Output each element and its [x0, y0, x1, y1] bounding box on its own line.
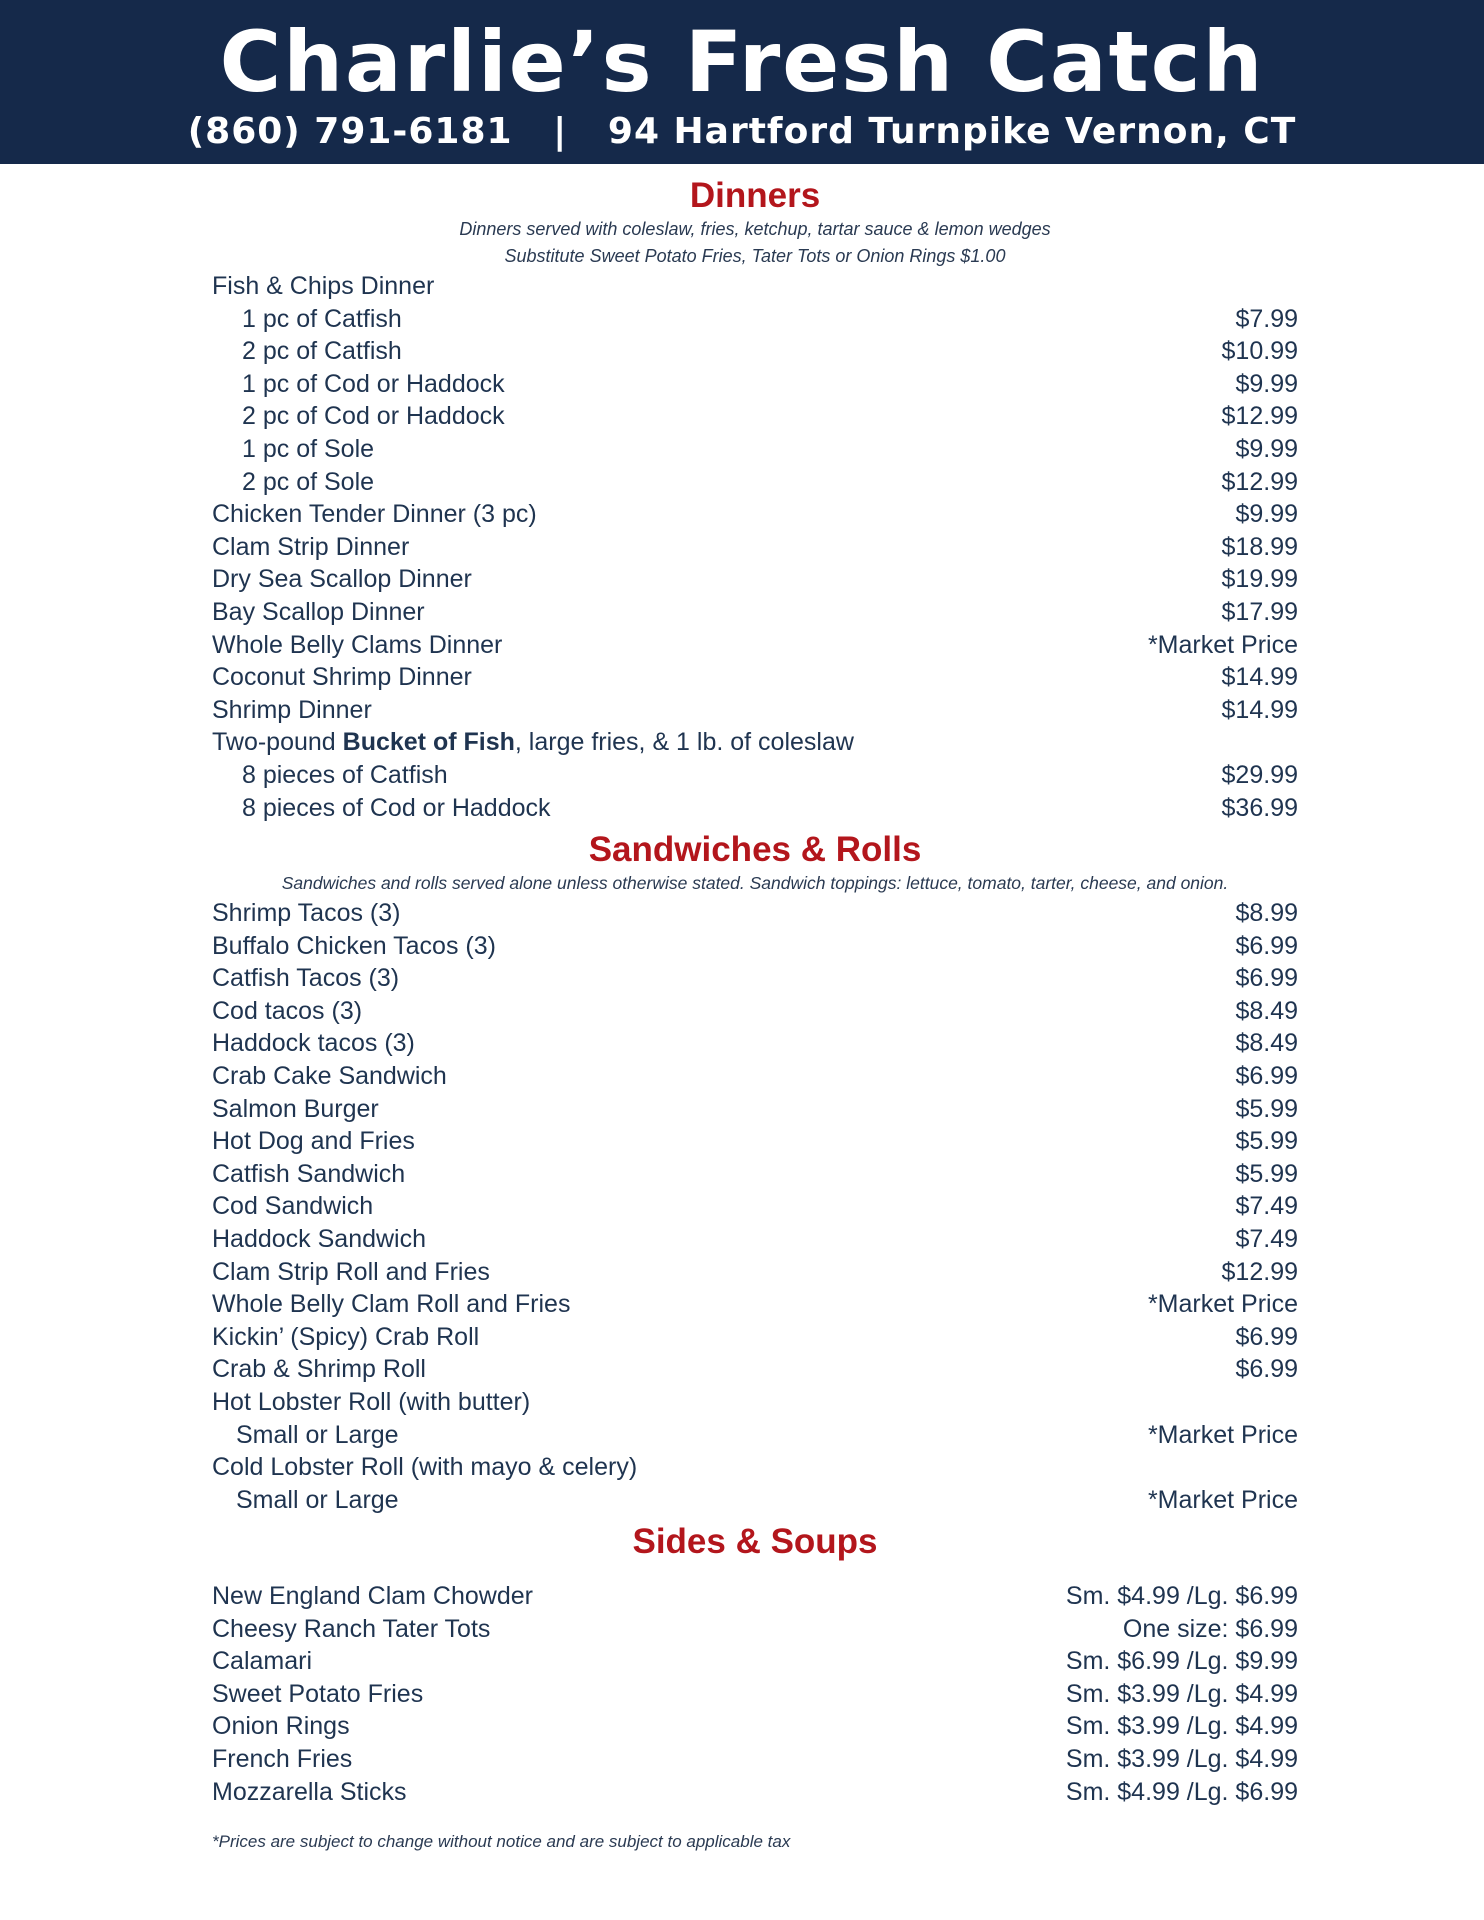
menu-item — [212, 1125, 1298, 1158]
item-label: Salmon Burger — [212, 1094, 379, 1123]
fish-chips-header — [212, 270, 1298, 303]
menu-item — [212, 400, 1298, 433]
menu-item — [212, 962, 1298, 995]
item-price: $14.99 — [1221, 663, 1298, 692]
menu-item — [212, 792, 1298, 825]
item-price: Sm. $3.99 /Lg. $4.99 — [1065, 1712, 1298, 1741]
item-price: $36.99 — [1221, 793, 1298, 822]
item-price: $17.99 — [1221, 597, 1298, 626]
item-price: $5.99 — [1235, 1094, 1298, 1123]
item-price: $6.99 — [1235, 1061, 1298, 1090]
item-label: Haddock Sandwich — [212, 1224, 427, 1253]
sides-section — [212, 1522, 1298, 1808]
item-label: Cheesy Ranch Tater Tots — [212, 1614, 491, 1643]
item-price: $6.99 — [1235, 931, 1298, 960]
item-label: Small or Large — [236, 1485, 399, 1514]
menu-item — [212, 1776, 1298, 1809]
menu-item — [212, 1678, 1298, 1711]
menu-item — [212, 759, 1298, 792]
menu-item — [212, 1613, 1298, 1646]
item-label: Bay Scallop Dinner — [212, 597, 425, 626]
item-label: 2 pc of Catfish — [242, 337, 402, 366]
item-label: Shrimp Tacos (3) — [212, 899, 401, 927]
item-label: Shrimp Dinner — [212, 695, 372, 724]
dinners-note: Dinners served with coleslaw, fries, ketchup, tartar sauce & lemon wedges — [459, 219, 1051, 239]
bucket-prefix: Two-pound — [212, 728, 343, 757]
item-price: $5.99 — [1235, 1159, 1298, 1188]
menu-item — [212, 531, 1298, 564]
item-label: Whole Belly Clam Roll and Fries — [212, 1290, 571, 1319]
item-label: Clam Strip Roll and Fries — [212, 1257, 490, 1286]
item-price: Sm. $4.99 /Lg. $6.99 — [1065, 1777, 1298, 1806]
item-label: 1 pc of Cod or Haddock — [242, 369, 505, 398]
menu-item — [212, 303, 1298, 336]
item-price: $8.49 — [1235, 1029, 1298, 1058]
menu-item — [212, 661, 1298, 694]
dinners-substitute-note: Substitute Sweet Potato Fries, Tater Tots or Onion Rings $1.00 — [504, 246, 1006, 266]
item-label: Small or Large — [236, 1420, 399, 1449]
item-price: $6.99 — [1235, 964, 1298, 993]
item-label: Mozzarella Sticks — [212, 1777, 407, 1806]
menu-item — [212, 629, 1298, 662]
item-label: French Fries — [212, 1744, 353, 1773]
menu-item — [212, 930, 1298, 963]
item-label: Whole Belly Clams Dinner — [212, 630, 503, 659]
item-price: $7.49 — [1235, 1192, 1298, 1221]
sides-title: Sides & Soups — [632, 1522, 878, 1561]
sandwiches-title: Sandwiches & Rolls — [588, 830, 922, 869]
item-label: 1 pc of Sole — [242, 434, 375, 463]
menu-item — [212, 694, 1298, 727]
menu-item — [212, 368, 1298, 401]
item-label — [212, 726, 854, 759]
item-label: Catfish Tacos (3) — [212, 964, 400, 993]
item-price: Sm. $6.99 /Lg. $9.99 — [1065, 1647, 1298, 1676]
item-price: One size: $6.99 — [1122, 1614, 1298, 1643]
item-price: Sm. $4.99 /Lg. $6.99 — [1065, 1582, 1298, 1610]
item-label: 2 pc of Cod or Haddock — [242, 402, 505, 431]
item-label: Crab Cake Sandwich — [212, 1061, 447, 1090]
item-label: 2 pc of Sole — [242, 467, 375, 496]
item-price: $19.99 — [1221, 565, 1298, 594]
contact-info: (860) 791-6181 | 94 Hartford Turnpike Vernon, CT — [187, 111, 1297, 152]
item-price: $18.99 — [1221, 532, 1298, 561]
item-price: $7.49 — [1235, 1224, 1298, 1253]
item-price: $6.99 — [1235, 1322, 1298, 1351]
menu-item — [212, 1027, 1298, 1060]
menu-item — [212, 1419, 1298, 1452]
item-label: Catfish Sandwich — [212, 1159, 406, 1188]
item-label: Buffalo Chicken Tacos (3) — [212, 931, 496, 960]
item-label: Calamari — [212, 1647, 313, 1676]
item-label: Cold Lobster Roll (with mayo & celery) — [212, 1453, 638, 1482]
dinners-section — [212, 176, 1298, 824]
item-label: Coconut Shrimp Dinner — [212, 663, 472, 692]
menu-item — [212, 1484, 1298, 1517]
menu-header — [0, 0, 1484, 164]
item-price: Sm. $3.99 /Lg. $4.99 — [1065, 1679, 1298, 1708]
item-label: Chicken Tender Dinner (3 pc) — [212, 500, 537, 529]
menu-item — [212, 1321, 1298, 1354]
item-price: $7.99 — [1235, 304, 1298, 333]
menu-item — [212, 433, 1298, 466]
menu-item — [212, 1060, 1298, 1093]
menu-item — [212, 1093, 1298, 1126]
item-label: Kickin’ (Spicy) Crab Roll — [212, 1322, 480, 1351]
item-price: $6.99 — [1235, 1355, 1298, 1384]
sandwiches-note: Sandwiches and rolls served alone unless otherwise stated. Sandwich toppings: lettuce, tomato, tarter, cheese, and onion. — [281, 873, 1229, 893]
item-label: Clam Strip Dinner — [212, 532, 410, 561]
menu-item — [212, 563, 1298, 596]
item-price: *Market Price — [1147, 630, 1298, 659]
item-price: $9.99 — [1235, 369, 1298, 398]
item-price: *Market Price — [1147, 1420, 1298, 1449]
item-price: $12.99 — [1221, 467, 1298, 496]
item-price: $10.99 — [1221, 337, 1298, 366]
menu-item — [212, 1256, 1298, 1289]
menu-item — [212, 1288, 1298, 1321]
item-label: Fish & Chips Dinner — [212, 272, 435, 300]
item-label: New England Clam Chowder — [212, 1582, 533, 1610]
menu-item — [212, 596, 1298, 629]
cold-lobster-header — [212, 1451, 1298, 1484]
item-label: Onion Rings — [212, 1712, 350, 1741]
bucket-suffix: , large fries, & 1 lb. of coleslaw — [514, 728, 854, 757]
menu-item — [212, 335, 1298, 368]
bucket-bold: Bucket of Fish — [342, 728, 515, 757]
price-disclaimer: *Prices are subject to change without notice and are subject to applicable tax — [212, 1832, 791, 1851]
item-price: $12.99 — [1221, 1257, 1298, 1286]
item-price: $8.99 — [1235, 899, 1298, 927]
item-label: 8 pieces of Catfish — [242, 760, 448, 789]
menu-item — [212, 1353, 1298, 1386]
item-label: 1 pc of Catfish — [242, 304, 402, 333]
item-label: 8 pieces of Cod or Haddock — [242, 793, 551, 822]
item-price: $5.99 — [1235, 1127, 1298, 1156]
hot-lobster-header — [212, 1386, 1298, 1419]
item-label: Crab & Shrimp Roll — [212, 1355, 426, 1384]
menu-item — [212, 1710, 1298, 1743]
item-label: Dry Sea Scallop Dinner — [212, 565, 472, 594]
menu-item — [212, 1158, 1298, 1191]
item-label: Cod tacos (3) — [212, 996, 363, 1025]
sandwiches-section — [212, 830, 1298, 1516]
item-price: $9.99 — [1235, 434, 1298, 463]
bucket-header — [212, 726, 1298, 759]
menu-item — [212, 498, 1298, 531]
menu-item — [212, 897, 1298, 930]
item-price: Sm. $3.99 /Lg. $4.99 — [1065, 1744, 1298, 1773]
item-price: $8.49 — [1235, 996, 1298, 1025]
menu-item — [212, 1223, 1298, 1256]
menu-item — [212, 1743, 1298, 1776]
item-label: Haddock tacos (3) — [212, 1029, 415, 1058]
menu-item — [212, 1190, 1298, 1223]
menu-item — [212, 466, 1298, 499]
restaurant-name: Charlie’s Fresh Catch — [219, 13, 1265, 111]
item-price: $14.99 — [1221, 695, 1298, 724]
menu-item — [212, 995, 1298, 1028]
item-label: Sweet Potato Fries — [212, 1679, 424, 1708]
item-price: $12.99 — [1221, 402, 1298, 431]
item-price: $29.99 — [1221, 760, 1298, 789]
item-label: Cod Sandwich — [212, 1192, 374, 1221]
item-label: Hot Lobster Roll (with butter) — [212, 1387, 531, 1416]
item-price: $9.99 — [1235, 500, 1298, 529]
item-label: Hot Dog and Fries — [212, 1127, 415, 1156]
item-price: *Market Price — [1147, 1485, 1298, 1514]
menu-item — [212, 1645, 1298, 1678]
menu-item — [212, 1580, 1298, 1613]
item-price: *Market Price — [1147, 1290, 1298, 1319]
dinners-title: Dinners — [689, 176, 821, 215]
